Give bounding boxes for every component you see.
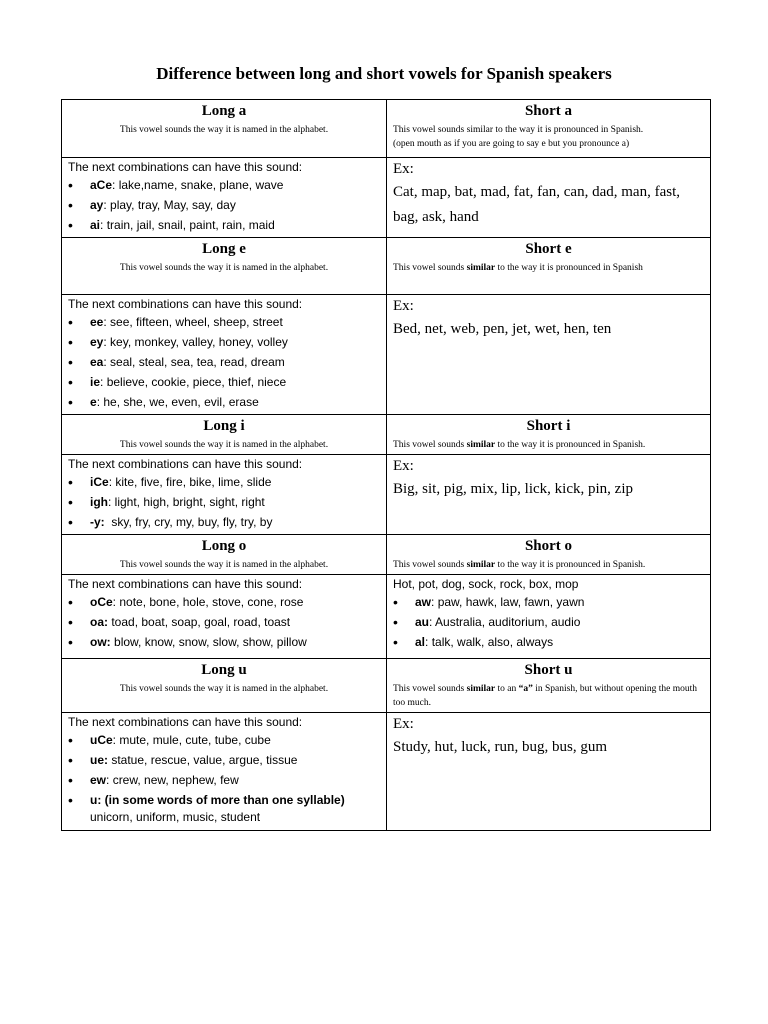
short-a-desc-line1: This vowel sounds similar to the way it is pronounced in Spanish. (393, 125, 644, 135)
combo-key: aCe (90, 178, 113, 192)
combo-sep: : (103, 355, 111, 369)
long-u-desc: This vowel sounds the way it is named in the alphabet. (119, 684, 329, 694)
combo-key: oa: (90, 615, 108, 629)
short-a-desc (393, 123, 704, 151)
combo-key: ew (90, 773, 107, 787)
long-e-header (62, 238, 387, 295)
combo-sep: : (112, 733, 120, 747)
long-o-header (62, 535, 387, 575)
combo-key: ey (90, 335, 104, 349)
long-i-title: Long i (203, 418, 245, 434)
combo-key: ow: (90, 635, 111, 649)
short-u-title: Short u (524, 662, 573, 678)
combo-key: ai (90, 218, 101, 232)
combo-item (68, 592, 380, 612)
long-a-combos (62, 158, 387, 238)
example-words: Big, sit, pig, mix, lip, lick, kick, pin, zip (393, 481, 633, 497)
vowel-table (61, 99, 711, 831)
ex-label: Ex: (393, 716, 414, 732)
short-e-title: Short e (525, 241, 572, 257)
ex-label: Ex: (393, 161, 414, 177)
example-words: Study, hut, luck, run, bug, bus, gum (393, 739, 608, 755)
row-a-body (62, 158, 711, 238)
short-o-desc: This vowel sounds similar to the way it is pronounced in Spanish. (393, 560, 646, 570)
combo-words: light, high, bright, sight, right (114, 495, 265, 509)
long-i-desc: This vowel sounds the way it is named in the alphabet. (119, 440, 329, 450)
combo-lead: The next combinations can have this sound: (68, 160, 303, 174)
combo-list (68, 175, 380, 235)
combo-words: he, she, we, even, evil, erase (103, 395, 259, 409)
page-title: Difference between long and short vowels for Spanish speakers (156, 64, 612, 83)
combo-item (68, 215, 380, 235)
combo-words: paw, hawk, law, fawn, yawn (437, 595, 585, 609)
combo-list (68, 312, 380, 412)
short-o-lead: Hot, pot, dog, sock, rock, box, mop (393, 577, 579, 591)
row-i-header (62, 415, 711, 455)
example-words: Bed, net, web, pen, jet, wet, hen, ten (393, 321, 612, 337)
short-i-desc: This vowel sounds similar to the way it is pronounced in Spanish. (393, 440, 646, 450)
long-i-combos (62, 455, 387, 535)
combo-key: iCe (90, 475, 109, 489)
combo-item (68, 392, 380, 412)
combo-words: seal, steal, sea, tea, read, dream (110, 355, 285, 369)
example-words: Cat, map, bat, mad, fat, fan, can, dad, man, fast, bag, ask, hand (393, 184, 680, 225)
combo-words: blow, know, snow, slow, show, pillow (114, 635, 307, 649)
long-o-title: Long o (201, 538, 247, 554)
row-u-header (62, 659, 711, 713)
long-o-combos (62, 575, 387, 659)
combo-sep: : (425, 635, 432, 649)
short-o-title: Short o (524, 538, 573, 554)
short-a-title: Short a (524, 103, 573, 119)
long-u-tail: unicorn, uniform, music, student (90, 810, 261, 824)
short-u-examples (387, 713, 711, 831)
combo-sep: : (106, 773, 113, 787)
combo-item (68, 332, 380, 352)
combo-item (68, 372, 380, 392)
short-e-examples (387, 295, 711, 415)
combo-item (68, 770, 380, 790)
long-u-title: Long u (201, 662, 247, 678)
row-e-header (62, 238, 711, 295)
combo-words: toad, boat, soap, goal, road, toast (111, 615, 291, 629)
combo-words: Australia, auditorium, audio (435, 615, 581, 629)
combo-lead: The next combinations can have this sound: (68, 715, 303, 729)
combo-key: au (415, 615, 430, 629)
combo-lead: The next combinations can have this sound: (68, 457, 303, 471)
combo-lead: The next combinations can have this sound: (68, 297, 303, 311)
combo-key: ea (90, 355, 104, 369)
combo-item (68, 730, 380, 750)
long-u-combos (62, 713, 387, 831)
combo-sep: : (103, 335, 111, 349)
combo-key: ie (90, 375, 101, 389)
short-u-desc: This vowel sounds similar to an “a” in Spanish, but without opening the mouth too much. (393, 684, 697, 708)
combo-words: mute, mule, cute, tube, cube (119, 733, 271, 747)
row-a-header (62, 100, 711, 158)
combo-sep: : (103, 315, 111, 329)
combo-key: u: (in some words of more than one syllable) (90, 793, 345, 807)
combo-words: note, bone, hole, stove, cone, rose (119, 595, 304, 609)
combo-words: kite, five, fire, bike, lime, slide (115, 475, 272, 489)
combo-item (68, 312, 380, 332)
short-e-header (387, 238, 711, 295)
long-a-title: Long a (201, 103, 247, 119)
combo-item (68, 352, 380, 372)
combo-sep: : (108, 475, 116, 489)
combo-item (68, 790, 380, 810)
combo-words: believe, cookie, piece, thief, niece (106, 375, 287, 389)
short-a-desc-line2: (open mouth as if you are going to say e but you pronounce a) (393, 139, 630, 149)
combo-list (68, 730, 380, 810)
combo-lead: The next combinations can have this sound: (68, 577, 303, 591)
short-a-header (387, 100, 711, 158)
combo-item (68, 195, 380, 215)
long-o-desc: This vowel sounds the way it is named in the alphabet. (119, 560, 329, 570)
combo-words: sky, fry, cry, my, buy, fly, try, by (111, 515, 273, 529)
combo-item (68, 492, 380, 512)
combo-key: uCe (90, 733, 113, 747)
combo-key: al (415, 635, 426, 649)
combo-words: play, tray, May, say, day (110, 198, 236, 212)
ex-label: Ex: (393, 298, 414, 314)
combo-sep: : (112, 178, 119, 192)
combo-list (393, 592, 704, 652)
short-a-examples (387, 158, 711, 238)
combo-key: ee (90, 315, 104, 329)
combo-sep: : (96, 395, 104, 409)
combo-key: e (90, 395, 97, 409)
combo-words: talk, walk, also, always (431, 635, 554, 649)
combo-sep: : (108, 495, 115, 509)
combo-item (393, 612, 704, 632)
long-a-header (62, 100, 387, 158)
row-o-body (62, 575, 711, 659)
short-o-header (387, 535, 711, 575)
combo-item (68, 612, 380, 632)
combo-words: train, jail, snail, paint, rain, maid (106, 218, 275, 232)
combo-sep: : (100, 218, 107, 232)
combo-key: ue: (90, 753, 108, 767)
combo-sep: : (112, 595, 120, 609)
combo-key: igh (90, 495, 108, 509)
long-u-header (62, 659, 387, 713)
combo-key: oCe (90, 595, 113, 609)
combo-key: aw (415, 595, 432, 609)
ex-label: Ex: (393, 458, 414, 474)
combo-key: ay (90, 198, 104, 212)
combo-words: see, fifteen, wheel, sheep, street (110, 315, 283, 329)
short-i-title: Short i (526, 418, 571, 434)
combo-words: crew, new, nephew, few (112, 773, 239, 787)
combo-item (68, 472, 380, 492)
combo-item (68, 632, 380, 652)
long-e-title: Long e (202, 241, 246, 257)
combo-sep: : (431, 595, 438, 609)
combo-item (393, 632, 704, 652)
combo-sep: : (100, 375, 107, 389)
combo-words: key, monkey, valley, honey, volley (110, 335, 288, 349)
long-e-combos (62, 295, 387, 415)
row-o-header (62, 535, 711, 575)
combo-item (68, 750, 380, 770)
row-u-body (62, 713, 711, 831)
combo-sep: : (103, 198, 111, 212)
row-e-body (62, 295, 711, 415)
combo-item (68, 175, 380, 195)
row-i-body (62, 455, 711, 535)
short-o-examples (387, 575, 711, 659)
long-i-header (62, 415, 387, 455)
combo-sep: : (429, 615, 436, 629)
combo-item (68, 512, 380, 532)
long-a-desc: This vowel sounds the way it is named in the alphabet. (119, 125, 329, 135)
short-i-header (387, 415, 711, 455)
combo-key: -y: (90, 515, 105, 529)
combo-item (393, 592, 704, 612)
short-e-desc: This vowel sounds similar to the way it is pronounced in Spanish (393, 263, 643, 273)
short-u-header (387, 659, 711, 713)
short-i-examples (387, 455, 711, 535)
combo-words: statue, rescue, value, argue, tissue (111, 753, 298, 767)
combo-list (68, 592, 380, 652)
long-e-desc: This vowel sounds the way it is named in the alphabet. (119, 263, 329, 273)
combo-words: lake,name, snake, plane, wave (118, 178, 284, 192)
combo-list (68, 472, 380, 532)
